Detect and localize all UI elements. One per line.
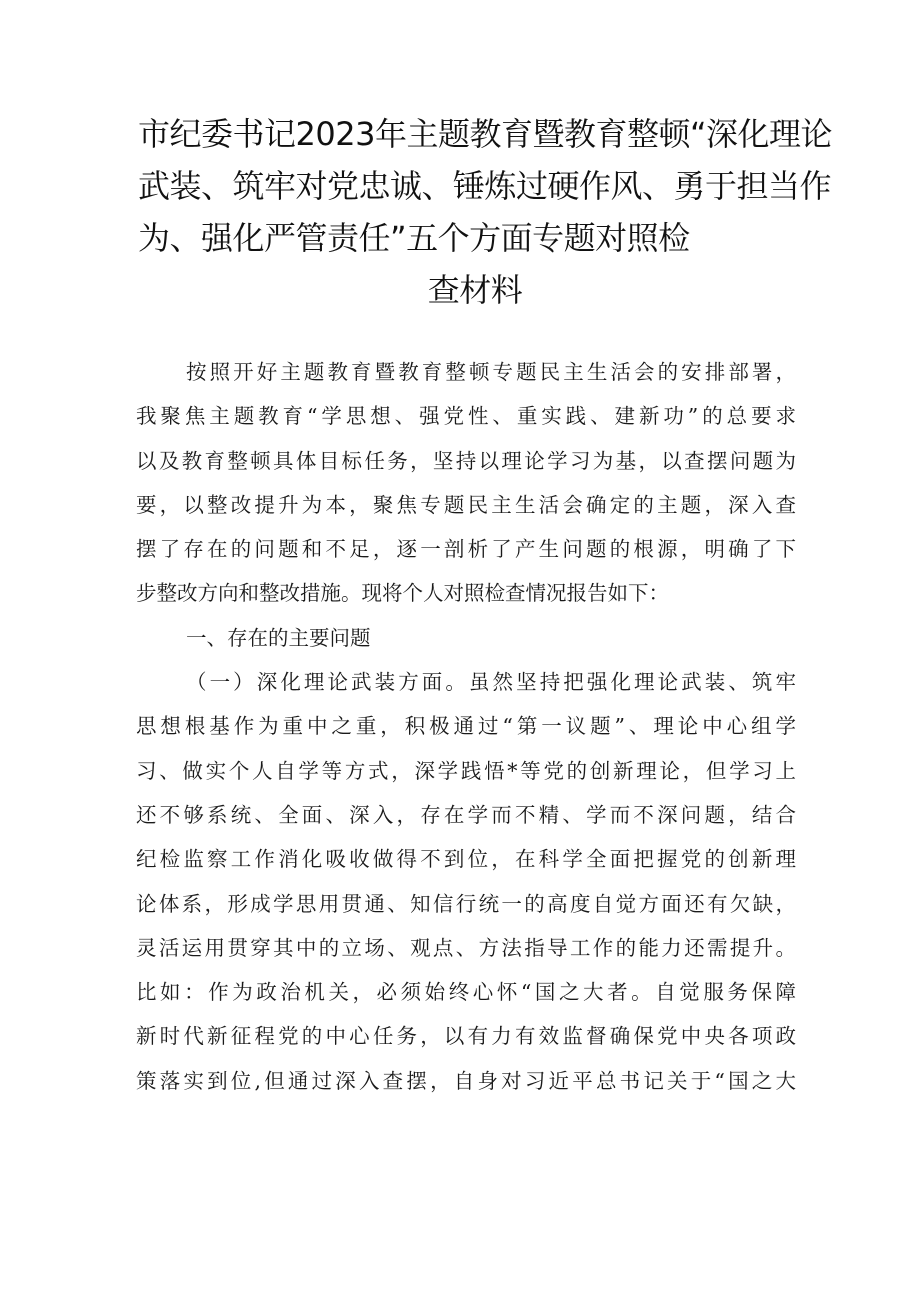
title-line: 武装、筑牢对党忠诚、锤炼过硬作风、勇于担当作 xyxy=(138,167,832,205)
body-line: 我聚焦主题教育“学思想、强党性、重实践、建新功”的总要求 xyxy=(136,404,796,429)
document-title xyxy=(138,108,833,316)
title-line: 市纪委书记2023年主题教育暨教育整顿“深化理论 xyxy=(138,115,833,153)
title-line: 查材料 xyxy=(427,271,523,309)
body-line: 习、做实个人自学等方式，深学践悟*等党的创新理论，但学习上 xyxy=(136,758,796,783)
title-line: 为、强化严管责任”五个方面专题对照检 xyxy=(138,219,690,257)
body-line: 论体系，形成学思用贯通、知信行统一的高度自觉方面还有欠缺， xyxy=(136,891,796,916)
body-line: 新时代新征程党的中心任务，以有力有效监督确保党中央各项政 xyxy=(136,1024,796,1049)
body-line: 比如：作为政治机关，必须始终心怀“国之大者。自觉服务保障 xyxy=(136,980,796,1005)
section-heading: 一、存在的主要问题 xyxy=(186,625,371,650)
body-line: 按照开好主题教育暨教育整顿专题民主生活会的安排部署， xyxy=(186,360,796,384)
body-line: 纪检监察工作消化吸收做得不到位，在科学全面把握党的创新理 xyxy=(136,847,796,872)
body-line: 以及教育整顿具体目标任务，坚持以理论学习为基，以查摆问题为 xyxy=(136,448,796,473)
body-line: 摆了存在的问题和不足，逐一剖析了产生问题的根源，明确了下 xyxy=(136,537,796,562)
body-line: 灵活运用贯穿其中的立场、观点、方法指导工作的能力还需提升。 xyxy=(136,935,796,960)
body-line: 还不够系统、全面、深入，存在学而不精、学而不深问题，结合 xyxy=(136,802,796,827)
body-line: 思想根基作为重中之重，积极通过“第一议题”、理论中心组学 xyxy=(136,714,796,739)
body-line: 策落实到位,但通过深入查摆，自身对习近平总书记关于“国之大 xyxy=(136,1068,796,1093)
body-line: （一）深化理论武装方面。虽然坚持把强化理论武装、筑牢 xyxy=(186,670,796,695)
document-body xyxy=(136,350,796,1103)
body-line: 步整改方向和整改措施。现将个人对照检查情况报告如下： xyxy=(136,581,669,606)
body-line: 要，以整改提升为本，聚焦专题民主生活会确定的主题，深入查 xyxy=(136,492,796,517)
